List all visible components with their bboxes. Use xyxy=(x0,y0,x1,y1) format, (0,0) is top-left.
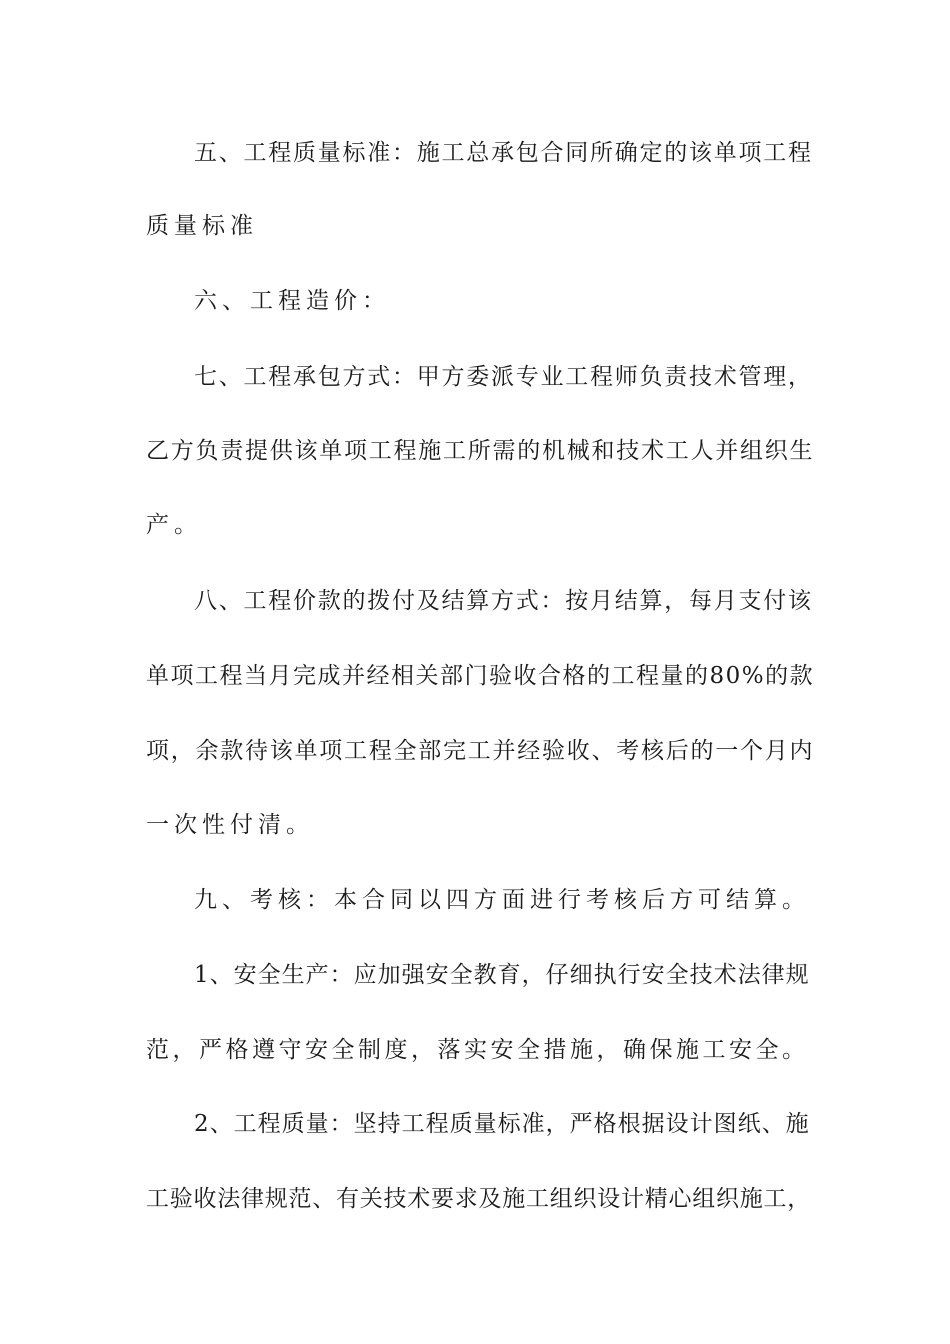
paragraph-line: 六、工程造价： xyxy=(194,288,390,314)
paragraph-line: 乙方负责提供该单项工程施工所需的机械和技术工人并组织生 xyxy=(146,438,815,464)
paragraph-line: 质量标准 xyxy=(146,213,258,239)
paragraph-line: 2、工程质量：坚持工程质量标准，严格根据设计图纸、施 xyxy=(194,1111,810,1137)
paragraph-line: 产。 xyxy=(146,512,202,538)
paragraph-line: 单项工程当月完成并经相关部门验收合格的工程量的80%的款 xyxy=(146,663,815,689)
paragraph-line: 八、工程价款的拨付及结算方式：按月结算，每月支付该 xyxy=(194,588,813,614)
paragraph-line: 工验收法律规范、有关技术要求及施工组织设计精心组织施工， xyxy=(146,1186,811,1212)
paragraph-line: 项，余款待该单项工程全部完工并经验收、考核后的一个月内 xyxy=(146,738,815,764)
paragraph-line: 九、考核：本合同以四方面进行考核后方可结算。 xyxy=(194,887,810,913)
paragraph-line: 五、工程质量标准：施工总承包合同所确定的该单项工程 xyxy=(194,140,813,166)
paragraph-line: 一次性付清。 xyxy=(146,812,314,838)
paragraph-line: 七、工程承包方式：甲方委派专业工程师负责技术管理， xyxy=(194,364,813,390)
paragraph-line: 1、安全生产：应加强安全教育，仔细执行安全技术法律规 xyxy=(194,962,810,988)
paragraph-line: 范，严格遵守安全制度，落实安全措施，确保施工安全。 xyxy=(146,1037,809,1063)
